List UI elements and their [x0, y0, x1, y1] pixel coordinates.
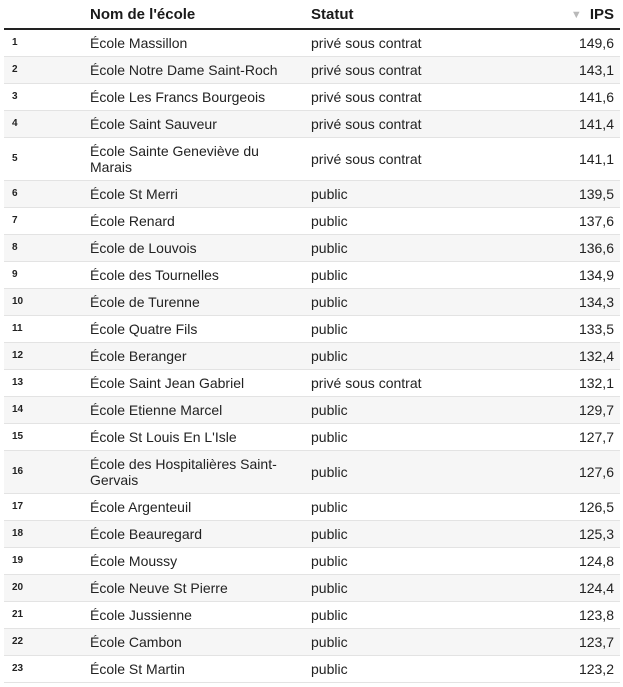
ips-value: 139,5: [491, 181, 620, 208]
school-name: École Saint Jean Gabriel: [90, 370, 311, 397]
row-rank: 13: [4, 370, 90, 397]
row-rank: 8: [4, 235, 90, 262]
header-ips-label: IPS: [589, 5, 614, 23]
table-row: [4, 397, 620, 424]
school-status: public: [311, 575, 491, 602]
school-status: public: [311, 316, 491, 343]
row-rank: 19: [4, 548, 90, 575]
sort-descending-icon[interactable]: ▼: [570, 8, 582, 21]
table-row: [4, 656, 620, 683]
school-name: École St Martin: [90, 656, 311, 683]
ips-value: 136,6: [491, 235, 620, 262]
school-name: École Moussy: [90, 548, 311, 575]
row-rank: 6: [4, 181, 90, 208]
table-row: [4, 57, 620, 84]
school-status: public: [311, 181, 491, 208]
header-status[interactable]: [311, 0, 491, 29]
school-status: public: [311, 521, 491, 548]
header-rank: [4, 0, 90, 29]
row-rank: 3: [4, 84, 90, 111]
table-row: [4, 208, 620, 235]
row-rank: 15: [4, 424, 90, 451]
school-name: École Les Francs Bourgeois: [90, 84, 311, 111]
school-name: École Notre Dame Saint-Roch: [90, 57, 311, 84]
school-name: École Neuve St Pierre: [90, 575, 311, 602]
row-rank: 21: [4, 602, 90, 629]
ips-value: 132,1: [491, 370, 620, 397]
ips-value: 124,4: [491, 575, 620, 602]
header-status-label: Statut: [311, 5, 354, 23]
table-row: [4, 602, 620, 629]
school-status: public: [311, 289, 491, 316]
row-rank: 17: [4, 494, 90, 521]
school-name: École de Turenne: [90, 289, 311, 316]
school-status: public: [311, 424, 491, 451]
school-status: public: [311, 397, 491, 424]
school-name: École des Hospitalières Saint-Gervais: [90, 451, 311, 494]
school-name: École Etienne Marcel: [90, 397, 311, 424]
row-rank: 12: [4, 343, 90, 370]
row-rank: 2: [4, 57, 90, 84]
row-rank: 5: [4, 138, 90, 181]
row-rank: 4: [4, 111, 90, 138]
row-rank: 18: [4, 521, 90, 548]
ips-value: 123,8: [491, 602, 620, 629]
table-row: [4, 181, 620, 208]
school-name: École Quatre Fils: [90, 316, 311, 343]
ips-value: 123,7: [491, 629, 620, 656]
table-row: [4, 494, 620, 521]
school-status: privé sous contrat: [311, 138, 491, 181]
school-status: public: [311, 548, 491, 575]
row-rank: 22: [4, 629, 90, 656]
school-name: École Beauregard: [90, 521, 311, 548]
row-rank: 7: [4, 208, 90, 235]
ips-value: 141,6: [491, 84, 620, 111]
school-status: public: [311, 494, 491, 521]
schools-table: [4, 0, 620, 683]
row-rank: 11: [4, 316, 90, 343]
ips-value: 134,9: [491, 262, 620, 289]
school-name: École Jussienne: [90, 602, 311, 629]
row-rank: 10: [4, 289, 90, 316]
row-rank: 14: [4, 397, 90, 424]
ips-value: 143,1: [491, 57, 620, 84]
ips-value: 123,2: [491, 656, 620, 683]
ips-value: 141,1: [491, 138, 620, 181]
ips-value: 126,5: [491, 494, 620, 521]
header-school-name-label: Nom de l'école: [90, 5, 196, 23]
row-rank: 16: [4, 451, 90, 494]
ips-value: 124,8: [491, 548, 620, 575]
school-name: École des Tournelles: [90, 262, 311, 289]
school-status: public: [311, 235, 491, 262]
school-status: privé sous contrat: [311, 111, 491, 138]
school-name: École Beranger: [90, 343, 311, 370]
table-row: [4, 289, 620, 316]
row-rank: 20: [4, 575, 90, 602]
school-status: privé sous contrat: [311, 370, 491, 397]
table-row: [4, 343, 620, 370]
school-name: École Renard: [90, 208, 311, 235]
ips-value: 132,4: [491, 343, 620, 370]
school-status: public: [311, 629, 491, 656]
header-school-name[interactable]: [90, 0, 311, 29]
ips-value: 134,3: [491, 289, 620, 316]
table-row: [4, 629, 620, 656]
school-name: École St Merri: [90, 181, 311, 208]
school-status: public: [311, 602, 491, 629]
table-row: [4, 316, 620, 343]
school-name: École Sainte Geneviève du Marais: [90, 138, 311, 181]
header-row: [4, 0, 620, 29]
ips-value: 137,6: [491, 208, 620, 235]
ips-value: 133,5: [491, 316, 620, 343]
row-rank: 23: [4, 656, 90, 683]
table-row: [4, 138, 620, 181]
table-row: [4, 451, 620, 494]
table-row: [4, 521, 620, 548]
table-row: [4, 29, 620, 57]
school-name: École de Louvois: [90, 235, 311, 262]
school-name: École Massillon: [90, 29, 311, 57]
ips-value: 127,7: [491, 424, 620, 451]
header-ips[interactable]: [491, 0, 620, 29]
ips-value: 125,3: [491, 521, 620, 548]
ips-value: 129,7: [491, 397, 620, 424]
table-row: [4, 370, 620, 397]
table-row: [4, 548, 620, 575]
school-status: public: [311, 208, 491, 235]
table-row: [4, 575, 620, 602]
school-status: public: [311, 451, 491, 494]
school-status: public: [311, 343, 491, 370]
row-rank: 9: [4, 262, 90, 289]
school-name: École St Louis En L'Isle: [90, 424, 311, 451]
row-rank: 1: [4, 29, 90, 57]
table-row: [4, 424, 620, 451]
table-row: [4, 111, 620, 138]
ips-value: 141,4: [491, 111, 620, 138]
school-status: privé sous contrat: [311, 84, 491, 111]
ips-value: 149,6: [491, 29, 620, 57]
table-row: [4, 84, 620, 111]
school-name: École Cambon: [90, 629, 311, 656]
school-status: privé sous contrat: [311, 29, 491, 57]
school-status: public: [311, 656, 491, 683]
school-status: privé sous contrat: [311, 57, 491, 84]
table-row: [4, 235, 620, 262]
table-row: [4, 262, 620, 289]
ips-value: 127,6: [491, 451, 620, 494]
school-name: École Saint Sauveur: [90, 111, 311, 138]
school-status: public: [311, 262, 491, 289]
school-name: École Argenteuil: [90, 494, 311, 521]
